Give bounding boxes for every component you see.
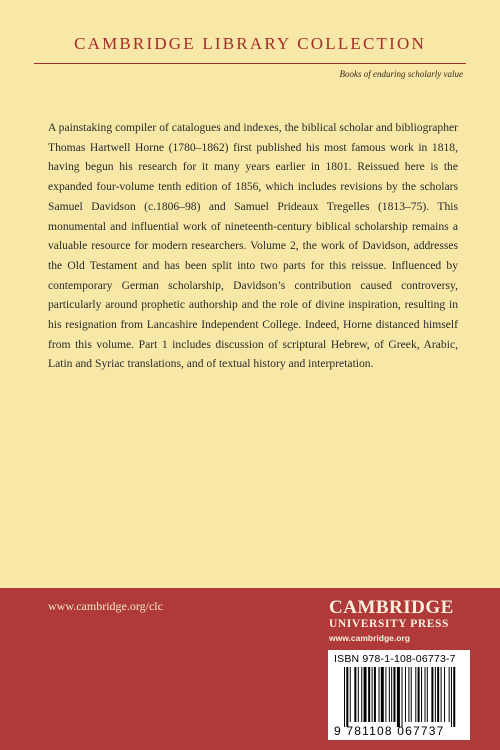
barcode-bar <box>358 667 359 722</box>
barcode-bar <box>441 667 442 722</box>
barcode-bar <box>435 667 436 722</box>
barcode-bar <box>405 667 406 722</box>
barcode-bar <box>431 667 433 722</box>
barcode-bar <box>397 667 400 727</box>
publisher-subname: UNIVERSITY PRESS <box>329 618 450 630</box>
series-subtitle: Books of enduring scholarly value <box>339 69 463 79</box>
barcode-bar <box>368 667 370 722</box>
barcode-bar <box>451 667 452 727</box>
barcode-bar <box>453 667 455 727</box>
isbn-text: ISBN 978-1-108-06773-7 <box>334 653 456 665</box>
publisher-url[interactable]: www.cambridge.org <box>329 633 410 643</box>
barcode-bar <box>402 667 403 727</box>
barcode-bar <box>408 667 409 722</box>
barcode-bar <box>411 667 412 722</box>
barcode-bar <box>437 667 439 722</box>
barcode-bar <box>389 667 390 722</box>
barcode-bar <box>444 667 445 722</box>
barcode-digits: 9 781108 067737 <box>334 724 445 738</box>
barcode-bar <box>427 667 428 722</box>
barcode-bar <box>344 667 345 727</box>
barcode-bar <box>385 667 386 722</box>
barcode-bar <box>425 667 426 722</box>
barcode-bar <box>374 667 376 722</box>
barcode-bar <box>354 667 356 722</box>
barcode-bar <box>379 667 380 722</box>
barcode-bar <box>372 667 373 722</box>
barcode-bar <box>418 667 420 722</box>
barcode-bar <box>393 667 395 722</box>
publisher-name: CAMBRIDGE <box>329 597 454 618</box>
barcode-panel <box>328 650 470 740</box>
barcode-bar <box>391 667 392 722</box>
book-description: A painstaking compiler of catalogues and indexes, the biblical scholar and bibliographer Thomas Hartwell Horne (1780–1862) first published his most famous work in 1818, having begun his research for it many years earlier in 1801. Reissued here is the expanded four-volume tenth edition of 1856, which includes revisions by the scholars Samuel Davidson (c.1806–98) and Samuel Prideaux Tregelles (1813–75). This monumental and influential work of nineteenth-century biblical scholarship remains a valuable resource for modern researchers. Volume 2, the work of Davidson, addresses the Old Testament and has been split into two parts for this reissue. Influenced by contemporary German scholarship, Davidson’s contribution caused controversy, particularly around prophetic authorship and the role of divine inspiration, resulting in his resignation from Lancashire Independent College. Indeed, Horne distanced himself from this volume. Part 1 includes discussion of scriptural Hebrew, of Greek, Arabic, Latin and Syriac translations, and of textual history and interpretation. <box>48 121 458 371</box>
barcode-bar <box>381 667 384 722</box>
publisher-logo <box>329 598 471 645</box>
barcode-bar <box>364 667 367 722</box>
barcode-bar <box>350 667 351 722</box>
barcode-bar <box>449 667 450 722</box>
barcode-bar <box>346 667 348 727</box>
barcode-bar <box>361 667 362 722</box>
header-divider <box>34 63 466 64</box>
barcode-bar <box>421 667 422 722</box>
website-link[interactable]: www.cambridge.org/clc <box>48 599 163 613</box>
barcode-bar <box>415 667 416 722</box>
series-title: CAMBRIDGE LIBRARY COLLECTION <box>74 34 426 53</box>
